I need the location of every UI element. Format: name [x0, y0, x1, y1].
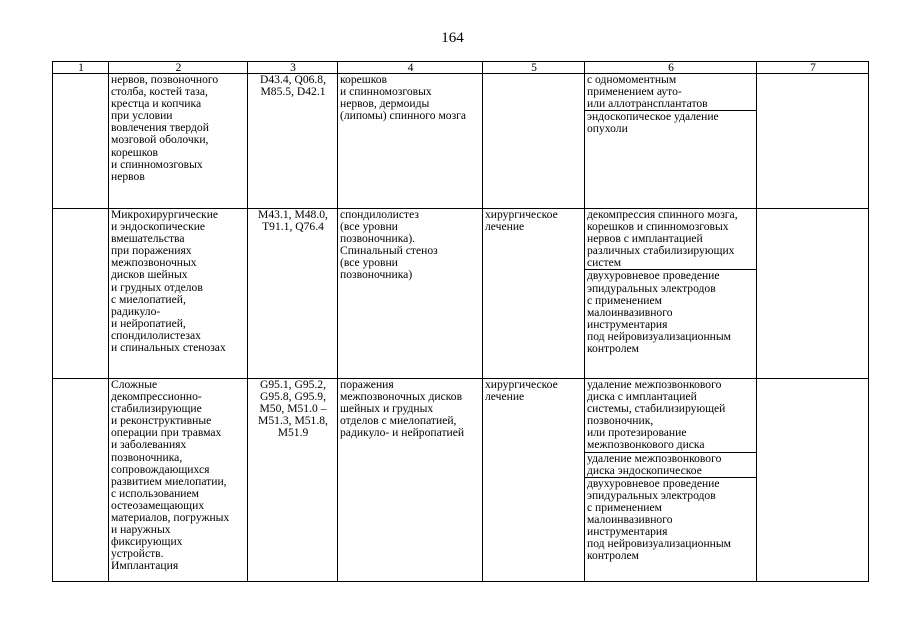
- cell-text-line: и эндоскопические: [111, 220, 206, 234]
- cell-text-line: позвоночника,: [111, 450, 183, 464]
- cell-text-line: столба, костей таза,: [111, 85, 208, 99]
- cell-text-line: сопровождающихся: [111, 462, 210, 476]
- cell-text-line: с использованием: [111, 486, 199, 500]
- cell-text-line: G95.8, G95.9,: [259, 390, 327, 404]
- cell-text-line: дисков шейных: [111, 268, 188, 282]
- cell-text-line: двухуровневое проведение: [587, 476, 720, 490]
- cell-text-line: M51.9: [277, 426, 309, 440]
- table-row: [53, 209, 869, 379]
- cell-text-line: двухуровневое проведение: [587, 269, 720, 283]
- cell-patient-model: [338, 74, 483, 209]
- cell-text-line: межпозвоночных дисков: [340, 390, 463, 404]
- cell-text-line: M43.1, M48.0,: [258, 208, 328, 221]
- treatment-method-item: [585, 269, 756, 355]
- cell-text-line: нервов, позвоночного: [111, 73, 219, 86]
- cell-text-line: применением ауто-: [587, 85, 682, 99]
- cell-text-line: эпидуральных электродов: [587, 488, 716, 502]
- cell-text-line: мозговой оболочки,: [111, 133, 209, 147]
- cell-text-line: нервов: [111, 169, 145, 183]
- column-header: 5: [483, 62, 585, 74]
- cell-text-line: материалов, погружных: [111, 511, 230, 525]
- cell-text-line: (все уровни: [340, 220, 398, 234]
- cell-text-line: и грудных отделов: [111, 280, 203, 294]
- cell-text-line: диска с имплантацией: [587, 390, 697, 404]
- treatment-method-item: [585, 477, 756, 563]
- cell-icd-codes: [248, 209, 338, 379]
- cell-text-line: фиксирующих: [111, 535, 183, 549]
- cell-text-line: лечение: [485, 390, 525, 404]
- cell-text-line: остеозамещающих: [111, 498, 205, 512]
- cell-text-line: с одномоментным: [587, 73, 677, 86]
- cell-text-line: Имплантация: [111, 559, 179, 573]
- cell-text-line: систем: [587, 256, 622, 270]
- cell-text-line: радикуло-: [111, 304, 161, 318]
- cell-col1: [53, 74, 109, 209]
- cell-text-line: различных стабилизирующих: [587, 244, 735, 258]
- cell-procedure-name: [109, 209, 248, 379]
- cell-text-line: и заболеваниях: [111, 438, 187, 452]
- cell-text-line: и реконструктивные: [111, 414, 212, 428]
- cell-text-line: G95.1, G95.2,: [259, 378, 327, 391]
- cell-text-line: Микрохирургические: [111, 208, 219, 221]
- cell-text-line: и наружных: [111, 523, 171, 537]
- cell-procedure-name: [109, 74, 248, 209]
- cell-text-line: и спинальных стенозах: [111, 341, 226, 355]
- cell-text-line: шейных и грудных: [340, 402, 434, 416]
- cell-treatment-method: [585, 379, 757, 582]
- column-header: 7: [757, 62, 869, 74]
- treatment-method-item: [585, 110, 756, 135]
- medical-procedures-table: [52, 61, 869, 582]
- cell-text-line: позвоночника): [340, 268, 413, 282]
- cell-text-line: диска эндоскопическое: [587, 463, 702, 477]
- treatment-method-item: [585, 379, 756, 452]
- cell-text-line: инструментария: [587, 317, 668, 331]
- cell-text-line: нервов с имплантацией: [587, 232, 703, 246]
- cell-text-line: M51.3, M51.8,: [258, 414, 328, 428]
- cell-text-line: с миелопатией,: [111, 292, 186, 306]
- cell-treatment-type: [483, 209, 585, 379]
- cell-icd-codes: [248, 379, 338, 582]
- cell-text-line: позвоночник,: [587, 414, 654, 428]
- cell-text-line: межпозвоночных: [111, 256, 197, 270]
- cell-text-line: эпидуральных электродов: [587, 281, 716, 295]
- cell-text-line: T91.1, Q76.4: [262, 220, 324, 234]
- column-header: 6: [585, 62, 757, 74]
- cell-text-line: спондилолистезах: [111, 328, 201, 342]
- cell-treatment-type: [483, 379, 585, 582]
- cell-text-line: M50, M51.0 –: [259, 402, 327, 416]
- cell-text-line: спондилолистез: [340, 208, 419, 221]
- cell-patient-model: [338, 379, 483, 582]
- cell-text-line: контролем: [587, 549, 639, 563]
- table-row: [53, 74, 869, 209]
- treatment-method-item: [585, 452, 756, 477]
- cell-text-line: D43.4, Q06.8,: [259, 73, 327, 86]
- column-header: 3: [248, 62, 338, 74]
- cell-text-line: и спинномозговых: [111, 157, 203, 171]
- column-header: 1: [53, 62, 109, 74]
- cell-text-line: вовлечения твердой: [111, 121, 209, 135]
- cell-col7: [757, 74, 869, 209]
- cell-text-line: вмешательства: [111, 232, 185, 246]
- cell-text-line: или протезирование: [587, 426, 687, 440]
- cell-text-line: опухоли: [587, 122, 628, 136]
- cell-icd-codes: [248, 74, 338, 209]
- cell-text-line: позвоночника).: [340, 232, 416, 246]
- cell-text-line: хирургическое: [485, 378, 558, 391]
- cell-text-line: межпозвонкового диска: [587, 438, 705, 452]
- cell-text-line: контролем: [587, 342, 639, 356]
- cell-text-line: эндоскопическое удаление: [587, 110, 719, 124]
- cell-text-line: стабилизирующие: [111, 402, 202, 416]
- cell-col1: [53, 379, 109, 582]
- cell-text-line: (все уровни: [340, 256, 398, 270]
- cell-text-line: под нейровизуализационным: [587, 537, 731, 551]
- cell-text-line: удаление межпозвонкового: [587, 378, 722, 391]
- column-header: 2: [109, 62, 248, 74]
- cell-text-line: корешков и спинномозговых: [587, 220, 729, 234]
- cell-text-line: при условии: [111, 109, 173, 123]
- treatment-method-item: [585, 74, 756, 110]
- cell-text-line: хирургическое: [485, 208, 558, 221]
- cell-treatment-type: [483, 74, 585, 209]
- cell-text-line: крестца и копчика: [111, 97, 202, 111]
- cell-text-line: операции при травмах: [111, 426, 222, 440]
- cell-text-line: инструментария: [587, 525, 668, 539]
- cell-treatment-method: [585, 209, 757, 379]
- cell-text-line: при поражениях: [111, 244, 192, 258]
- cell-text-line: развитием миелопатии,: [111, 474, 227, 488]
- cell-text-line: под нейровизуализационным: [587, 329, 731, 343]
- cell-text-line: малоинвазивного: [587, 305, 673, 319]
- cell-col1: [53, 209, 109, 379]
- cell-text-line: устройств.: [111, 547, 164, 561]
- column-number-row: [53, 62, 869, 74]
- cell-text-line: с применением: [587, 293, 662, 307]
- cell-text-line: поражения: [340, 378, 394, 391]
- cell-text-line: с применением: [587, 500, 662, 514]
- cell-treatment-method: [585, 74, 757, 209]
- cell-text-line: M85.5, D42.1: [260, 85, 326, 99]
- cell-text-line: малоинвазивного: [587, 513, 673, 527]
- cell-text-line: декомпрессия спинного мозга,: [587, 208, 738, 221]
- cell-text-line: Спинальный стеноз: [340, 244, 438, 258]
- cell-text-line: лечение: [485, 220, 525, 234]
- cell-text-line: нервов, дермоиды: [340, 97, 430, 111]
- column-header: 4: [338, 62, 483, 74]
- cell-patient-model: [338, 209, 483, 379]
- cell-text-line: отделов с миелопатией,: [340, 414, 457, 428]
- cell-text-line: радикуло- и нейропатией: [340, 426, 465, 440]
- cell-text-line: корешков: [111, 145, 159, 159]
- cell-text-line: (липомы) спинного мозга: [340, 109, 467, 123]
- cell-text-line: и спинномозговых: [340, 85, 432, 99]
- cell-text-line: Сложные: [111, 378, 158, 391]
- cell-procedure-name: [109, 379, 248, 582]
- cell-text-line: системы, стабилизирующей: [587, 402, 726, 416]
- cell-text-line: корешков: [340, 73, 388, 86]
- cell-col7: [757, 379, 869, 582]
- cell-text-line: или аллотрансплантатов: [587, 97, 708, 111]
- cell-col7: [757, 209, 869, 379]
- treatment-method-item: [585, 209, 756, 269]
- page-number: 164: [441, 30, 464, 46]
- table-row: [53, 379, 869, 582]
- cell-text-line: декомпрессионно-: [111, 390, 202, 404]
- cell-text-line: и нейропатией,: [111, 316, 186, 330]
- cell-text-line: удаление межпозвонкового: [587, 451, 722, 465]
